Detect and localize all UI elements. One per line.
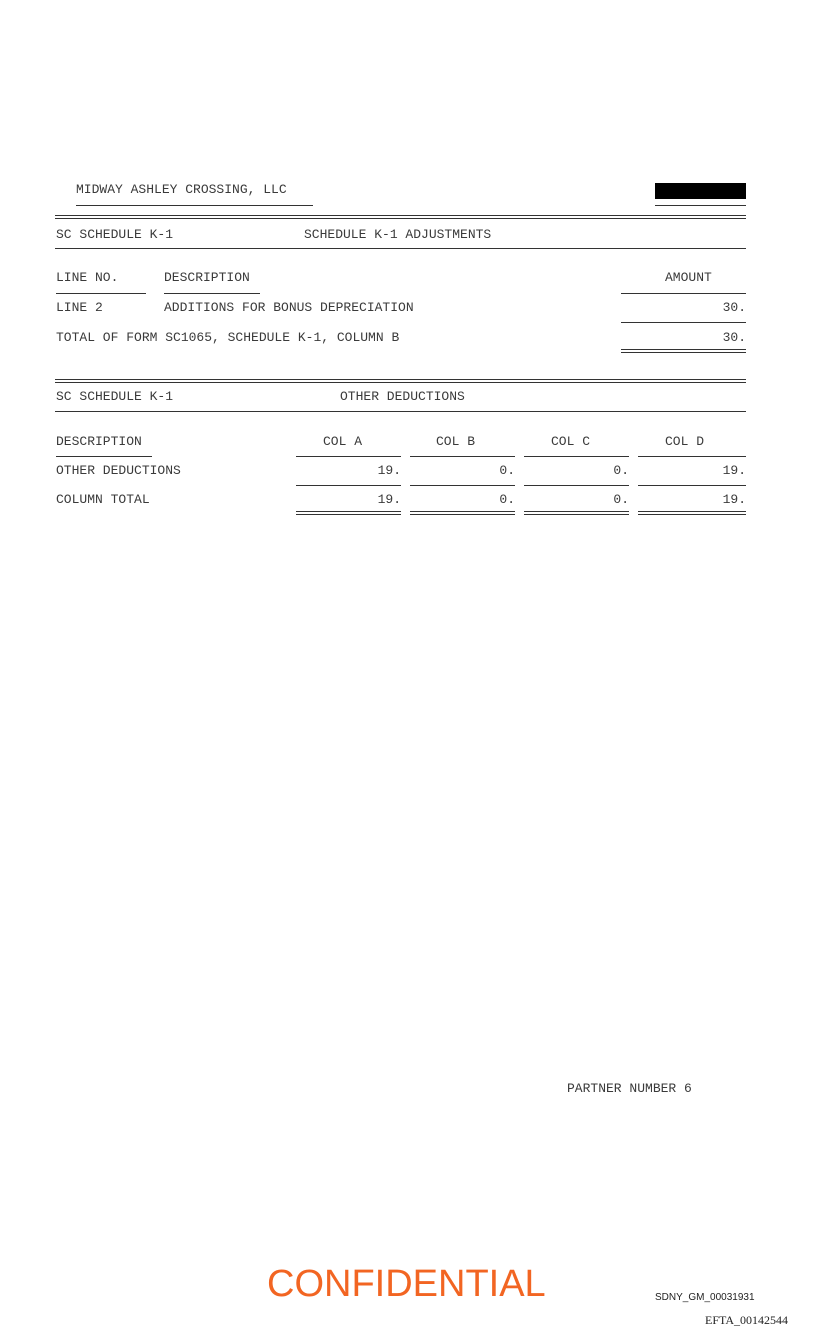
total-amount: 30. [722, 330, 746, 345]
bates-sdny: SDNY_GM_00031931 [655, 1292, 755, 1303]
partner-number: PARTNER NUMBER 6 [567, 1081, 692, 1096]
col-b-double-rule [410, 511, 515, 515]
row-amount: 30. [722, 300, 746, 315]
description-underline [164, 293, 260, 294]
header-description-2: DESCRIPTION [56, 434, 142, 449]
col-d-total-rule [638, 485, 746, 486]
total-col-b: 0. [499, 492, 515, 507]
total-double-rule [621, 349, 746, 353]
confidential-stamp: CONFIDENTIAL [267, 1263, 546, 1305]
company-underline [76, 205, 313, 206]
section1-title-rule [55, 248, 746, 249]
header-line-no: LINE NO. [56, 270, 119, 285]
row-description-2: OTHER DEDUCTIONS [56, 463, 181, 478]
row-col-c: 0. [613, 463, 629, 478]
redaction-box [655, 183, 746, 199]
section2-title-rule [55, 411, 746, 412]
header-col-d: COL D [665, 434, 705, 449]
description-underline-2 [56, 456, 152, 457]
bates-efta: EFTA_00142544 [705, 1313, 789, 1327]
col-c-double-rule [524, 511, 629, 515]
section1-form-label: SC SCHEDULE K-1 [56, 227, 174, 242]
col-a-total-rule [296, 485, 401, 486]
total-col-c: 0. [613, 492, 629, 507]
row-col-b: 0. [499, 463, 515, 478]
section2-form-label: SC SCHEDULE K-1 [56, 389, 174, 404]
col-b-total-rule [410, 485, 515, 486]
header-col-a: COL A [323, 434, 363, 449]
amount-underline [621, 293, 746, 294]
total-label: TOTAL OF FORM SC1065, SCHEDULE K-1, COLUMN B [56, 330, 400, 345]
section2-top-rule [55, 379, 746, 383]
row-col-a: 19. [377, 463, 401, 478]
col-a-underline [296, 456, 401, 457]
total-col-a: 19. [377, 492, 401, 507]
col-b-underline [410, 456, 515, 457]
col-a-double-rule [296, 511, 401, 515]
col-d-double-rule [638, 511, 746, 515]
section1-title: SCHEDULE K-1 ADJUSTMENTS [304, 227, 492, 242]
header-col-c: COL C [551, 434, 591, 449]
header-description: DESCRIPTION [164, 270, 250, 285]
redaction-underline [655, 205, 746, 206]
header-amount: AMOUNT [665, 270, 712, 285]
row-col-d: 19. [722, 463, 746, 478]
header-col-b: COL B [436, 434, 476, 449]
row-description: ADDITIONS FOR BONUS DEPRECIATION [164, 300, 414, 315]
company-name: MIDWAY ASHLEY CROSSING, LLC [76, 182, 287, 197]
row-line: LINE 2 [56, 300, 103, 315]
section2-title: OTHER DEDUCTIONS [340, 389, 465, 404]
section1-top-rule [55, 215, 746, 219]
col-c-total-rule [524, 485, 629, 486]
col-c-underline [524, 456, 629, 457]
total-col-d: 19. [722, 492, 746, 507]
column-total-label: COLUMN TOTAL [56, 492, 150, 507]
amount-total-rule [621, 322, 746, 323]
col-d-underline [638, 456, 746, 457]
line-no-underline [56, 293, 146, 294]
